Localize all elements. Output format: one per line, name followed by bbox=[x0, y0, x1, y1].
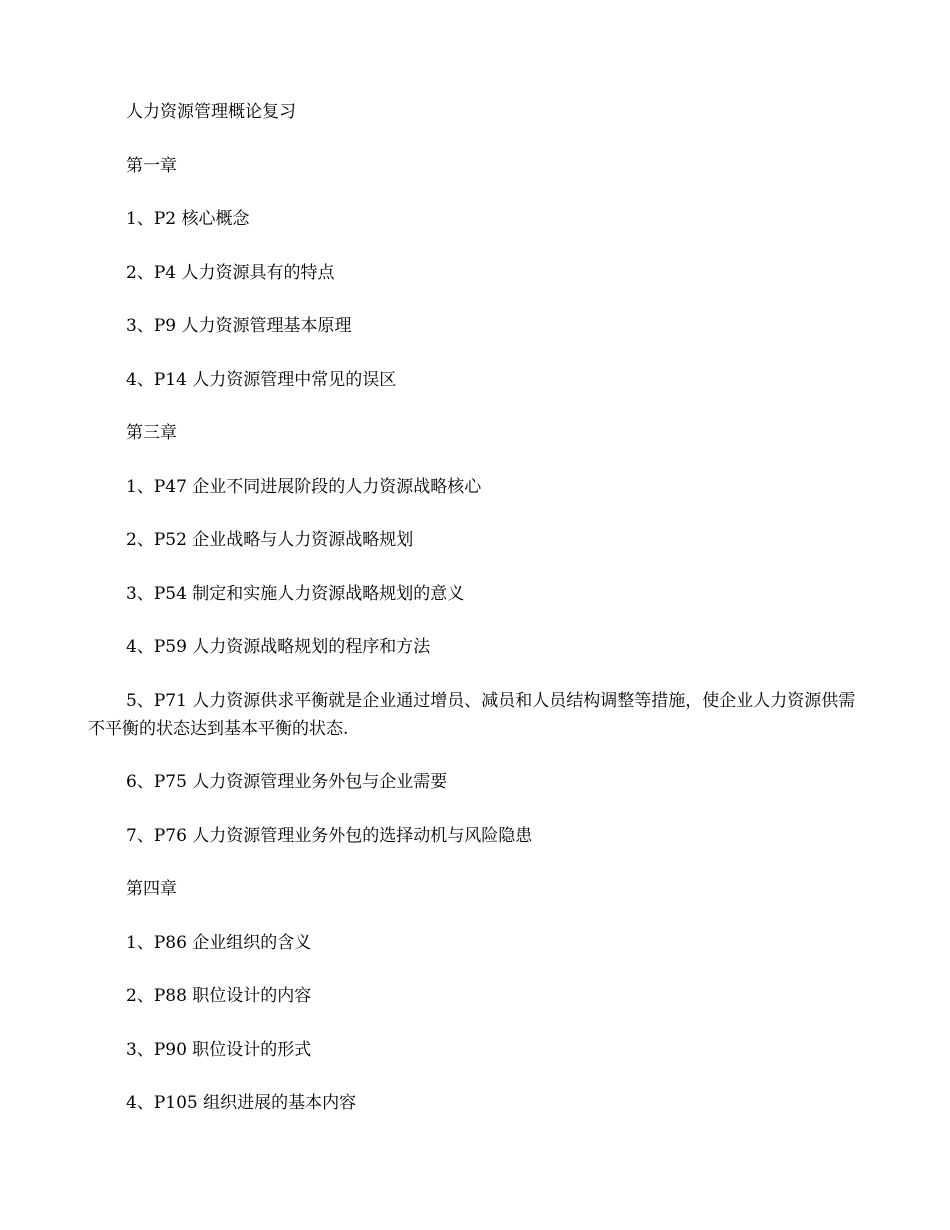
list-item: 4、P105 组织进展的基本内容 bbox=[126, 1093, 357, 1113]
list-item: 6、P75 人力资源管理业务外包与企业需要 bbox=[126, 772, 448, 792]
list-item: 1、P86 企业组织的含义 bbox=[126, 932, 312, 953]
list-item: 5、P71 人力资源供求平衡就是企业通过增员、减员和人员结构调整等措施，使企业人力资源供需不平衡的状态达到基本平衡的状态. bbox=[88, 690, 856, 739]
list-item: 2、P4 人力资源具有的特点 bbox=[126, 262, 335, 283]
list-item: 3、P54 制定和实施人力资源战略规划的意义 bbox=[126, 583, 465, 604]
list-item: 4、P14 人力资源管理中常见的误区 bbox=[126, 369, 397, 390]
chapter-heading-3: 第三章 bbox=[126, 423, 177, 443]
chapter-heading-1: 第一章 bbox=[126, 155, 177, 176]
document-page bbox=[88, 98, 860, 1143]
document-title: 人力资源管理概论复习 bbox=[126, 102, 296, 122]
list-item: 4、P59 人力资源战略规划的程序和方法 bbox=[126, 637, 431, 657]
list-item: 3、P90 职位设计的形式 bbox=[126, 1039, 312, 1060]
list-item: 1、P47 企业不同进展阶段的人力资源战略核心 bbox=[126, 476, 482, 497]
list-item: 2、P88 职位设计的内容 bbox=[126, 986, 312, 1006]
list-item: 1、P2 核心概念 bbox=[126, 209, 250, 229]
list-item: 7、P76 人力资源管理业务外包的选择动机与风险隐患 bbox=[126, 825, 533, 846]
list-item: 2、P52 企业战略与人力资源战略规划 bbox=[126, 530, 414, 550]
list-item: 3、P9 人力资源管理基本原理 bbox=[126, 316, 352, 336]
chapter-heading-4: 第四章 bbox=[126, 879, 177, 899]
